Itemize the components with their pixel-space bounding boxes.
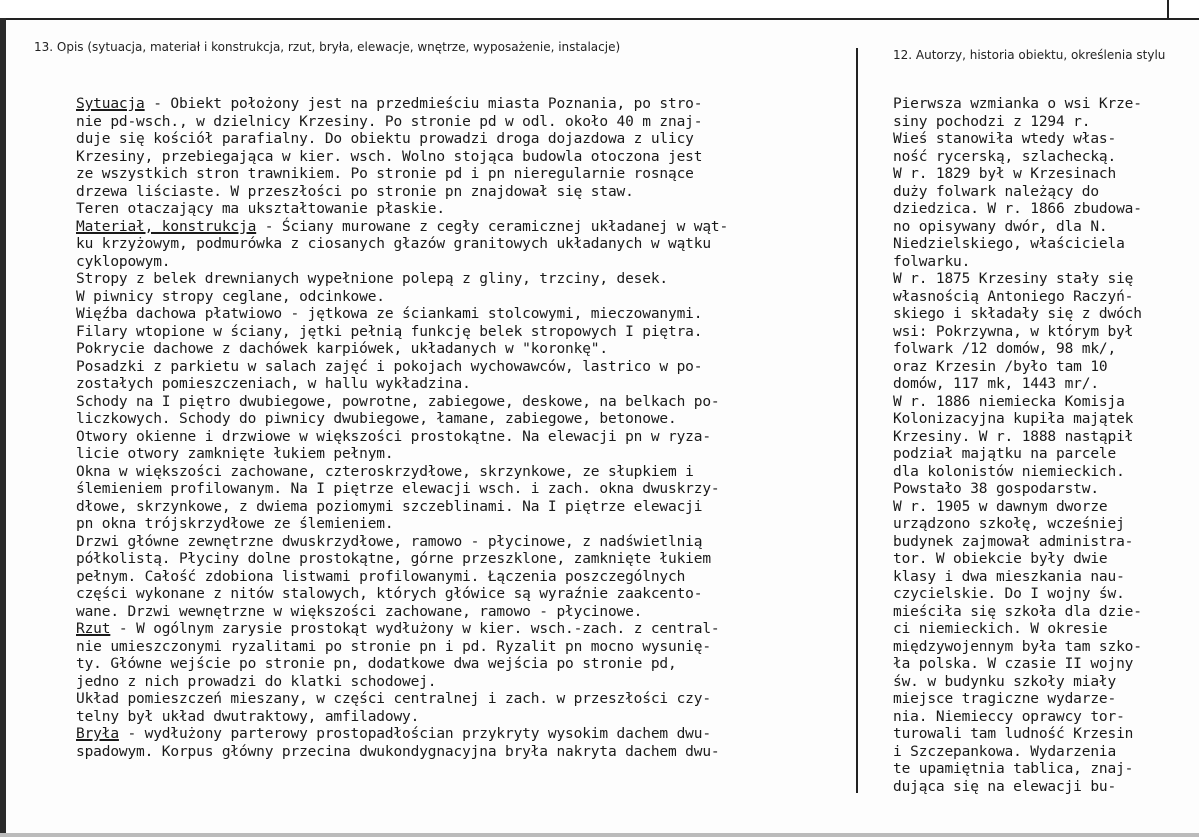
line-text: spadowym. Korpus główny przecina dwukondygnacyjna bryła nakryta dachem dwu- (76, 743, 720, 760)
history-line: no opisywany dwór, dla N. (893, 218, 1108, 235)
column-divider (856, 48, 858, 793)
history-line: folwarku. (893, 253, 971, 270)
description-line (76, 411, 846, 429)
line-text: liczkowych. Schody do piwnicy dwubiegowe, łamane, zabiegowe, betonowe. (76, 411, 677, 427)
history-line: nia. Niemieccy oprawcy tor- (893, 708, 1125, 725)
line-text: pn okna trójskrzydłowe ze ślemieniem. (76, 516, 394, 532)
history-line: ła polska. W czasie II wojny (893, 656, 1134, 672)
line-text: Drzwi główne zewnętrzne dwuskrzydłowe, ramowo - płycinowe, z nadświetlnią (76, 533, 703, 550)
line-text: drzewa liściaste. W przeszłości po stronie pn znajdował się staw. (76, 183, 634, 200)
line-text: - Obiekt położony jest na przedmieściu miasta Poznania, po stro- (144, 96, 703, 112)
description-line (76, 429, 846, 447)
history-column (893, 96, 1193, 796)
section-13-heading: 13. Opis (sytuacja, materiał i konstrukcja, rzut, bryła, elewacje, wnętrze, wyposażenie, instalacje) (34, 40, 621, 54)
top-border (0, 0, 1199, 20)
description-line (76, 569, 846, 587)
line-text: duje się kościół parafialny. Do obiektu prowadzi droga dojazdowa z ulicy (76, 131, 694, 147)
description-line (76, 656, 846, 674)
line-text: Układ pomieszczeń mieszany, w części centralnej i zach. w przeszłości czy- (76, 691, 711, 707)
left-edge (0, 18, 6, 837)
line-text: dłowe, skrzynkowe, z dwiema poziomymi szczeblinami. Na I piętrze elewacji (76, 498, 703, 515)
section-keyword: Materiał, konstrukcja (76, 218, 257, 235)
history-line: tor. W obiekcie były dwie (893, 551, 1108, 567)
history-line: własnością Antoniego Raczyń- (893, 288, 1134, 305)
description-line (76, 586, 846, 604)
history-line: budynek zajmował administra- (893, 533, 1134, 550)
line-text: Stropy z belek drewnianych wypełnione polepą z gliny, trzciny, desek. (76, 271, 669, 287)
description-line (76, 621, 846, 639)
history-line: folwark /12 domów, 98 mk/, (893, 341, 1117, 357)
description-line (76, 114, 846, 132)
history-line: mieściła się szkoła dla dzie- (893, 603, 1142, 620)
history-line: Niedzielskiego, właściciela (893, 236, 1125, 252)
description-line (76, 254, 846, 272)
description-line (76, 96, 846, 114)
description-line (76, 236, 846, 254)
description-line (76, 446, 846, 464)
line-text: - Ściany murowane z cegły ceramicznej układanej w wąt- (256, 218, 729, 235)
history-line: W r. 1886 niemiecka Komisja (893, 393, 1125, 410)
section-keyword: Sytuacja (76, 96, 145, 112)
corner-tab (1167, 0, 1199, 18)
line-text: jedno z nich prowadzi do klatki schodowej. (76, 673, 437, 690)
history-line: dująca się na elewacji bu- (893, 778, 1117, 795)
history-line: Kolonizacyjna kupiła majątek (893, 411, 1134, 427)
history-line: W r. 1829 był w Krzesinach (893, 166, 1117, 182)
line-text: części wykonane z nitów stalowych, których główice są wyraźnie zaakcento- (76, 586, 703, 602)
description-line (76, 481, 846, 499)
description-line (76, 674, 846, 692)
history-line: Powstało 38 gospodarstw. (893, 481, 1099, 497)
description-line (76, 534, 846, 552)
history-line: oraz Krzesin /było tam 10 (893, 358, 1108, 375)
history-line: domów, 117 mk, 1443 mr/. (893, 376, 1099, 392)
history-line: turowali tam ludność Krzesin (893, 726, 1134, 742)
history-line: czycielskie. Do I wojny św. (893, 586, 1125, 602)
history-line: dziedzica. W r. 1866 zbudowa- (893, 201, 1142, 217)
history-line: W r. 1875 Krzesiny stały się (893, 271, 1134, 287)
description-line (76, 726, 846, 744)
description-line (76, 166, 846, 184)
line-text: Posadzki z parkietu w salach zajęć i pokojach wychowawców, lastrico w po- (76, 358, 703, 375)
bottom-edge (0, 833, 1199, 837)
line-text: - W ogólnym zarysie prostokąt wydłużony w kier. wsch.-zach. z central- (110, 621, 720, 637)
line-text: nie pd-wsch., w dzielnicy Krzesiny. Po stronie pd w odl. około 40 m znaj- (76, 113, 703, 130)
line-text: telny był układ dwutraktowy, amfiladowy. (76, 708, 420, 725)
history-line: W r. 1905 w dawnym dworze (893, 498, 1108, 515)
description-line (76, 516, 846, 534)
line-text: Otwory okienne i drzwiowe w większości prostokątne. Na elewacji pn w ryza- (76, 428, 711, 445)
history-line: ci niemieckich. W okresie (893, 621, 1108, 637)
line-text: zostałych pomieszczeniach, w hallu wykładzina. (76, 376, 471, 392)
line-text: Filary wtopione w ściany, jętki pełnią funkcję belek stropowych I piętra. (76, 323, 703, 340)
history-line: podział majątku na parcele (893, 446, 1117, 462)
history-line: te upamiętnia tablica, znaj- (893, 761, 1134, 777)
description-line (76, 464, 846, 482)
description-line (76, 499, 846, 517)
description-line (76, 744, 846, 762)
description-line (76, 376, 846, 394)
history-line: dla kolonistów niemieckich. (893, 463, 1125, 480)
line-text: półkolistą. Płyciny dolne prostokątne, górne przeszklone, zamknięte łukiem (76, 551, 711, 567)
history-line: urządzono szkołę, wcześniej (893, 516, 1125, 532)
line-text: ze wszystkich stron trawnikiem. Po stronie pd i pn nieregularnie rosnące (76, 166, 694, 182)
line-text: Pokrycie dachowe z dachówek karpiówek, układanych w "koronkę". (76, 341, 608, 357)
history-line: międzywojennym była tam szko- (893, 638, 1142, 655)
description-line (76, 551, 846, 569)
description-line (76, 691, 846, 709)
section-keyword: Bryła (76, 726, 119, 742)
description-line (76, 604, 846, 622)
history-line: Krzesiny. W r. 1888 nastąpił (893, 428, 1134, 445)
line-text: wane. Drzwi wewnętrzne w większości zachowane, ramowo - płycinowe. (76, 603, 643, 620)
history-line: i Szczepankowa. Wydarzenia (893, 743, 1117, 760)
history-line: siny pochodzi z 1294 r. (893, 113, 1091, 130)
line-text: nie umieszczonymi ryzalitami po stronie pn i pd. Ryzalit pn mocno wysunię- (76, 638, 711, 655)
description-line (76, 131, 846, 149)
description-line (76, 709, 846, 727)
section-12-heading: 12. Autorzy, historia obiektu, określenia stylu (893, 48, 1166, 62)
description-line (76, 184, 846, 202)
section-keyword: Rzut (76, 621, 111, 637)
line-text: pełnym. Całość zdobiona listwami profilowanymi. Łączenia poszczególnych (76, 568, 686, 585)
description-column (76, 96, 846, 761)
line-text: Okna w większości zachowane, czteroskrzydłowe, skrzynkowe, ze słupkiem i (76, 463, 694, 480)
description-line (76, 341, 846, 359)
history-line: Pierwsza wzmianka o wsi Krze- (893, 96, 1142, 112)
description-line (76, 324, 846, 342)
line-text: W piwnicy stropy ceglane, odcinkowe. (76, 288, 385, 305)
line-text: Schody na I piętro dwubiegowe, powrotne, zabiegowe, deskowe, na belkach po- (76, 393, 720, 410)
history-line: miejsce tragiczne wydarze- (893, 691, 1117, 707)
description-line (76, 219, 846, 237)
description-line (76, 306, 846, 324)
line-text: ty. Główne wejście po stronie pn, dodatkowe dwa wejścia po stronie pd, (76, 656, 677, 672)
description-line (76, 394, 846, 412)
history-line: wsi: Pokrzywna, w którym był (893, 323, 1134, 340)
description-line (76, 639, 846, 657)
line-text: licie otwory zamknięte łukiem pełnym. (76, 446, 394, 462)
history-line: klasy i dwa mieszkania nau- (893, 568, 1125, 585)
line-text: cyklopowym. (76, 253, 171, 270)
history-line: ność rycerską, szlachecką. (893, 148, 1117, 165)
history-line: Wieś stanowiła wtedy włas- (893, 131, 1117, 147)
description-line (76, 149, 846, 167)
line-text: ku krzyżowym, podmurówka z ciosanych głazów granitowych układanych w wątku (76, 236, 711, 252)
line-text: Teren otaczający ma ukształtowanie płaskie. (76, 201, 445, 217)
description-line (76, 359, 846, 377)
description-line (76, 289, 846, 307)
line-text: ślemieniem profilowanym. Na I piętrze elewacji wsch. i zach. okna dwuskrzy- (76, 481, 720, 497)
line-text: - wydłużony parterowy prostopadłościan przykryty wysokim dachem dwu- (118, 726, 711, 742)
history-line: skiego i składały się z dwóch (893, 306, 1142, 322)
history-line: duży folwark należący do (893, 183, 1099, 200)
description-line (76, 271, 846, 289)
description-line (76, 201, 846, 219)
history-line: św. w budynku szkoły miały (893, 673, 1117, 690)
line-text: Więźba dachowa płatwiowo - jętkowa ze ściankami stolcowymi, mieczowanymi. (76, 306, 703, 322)
line-text: Krzesiny, przebiegająca w kier. wsch. Wolno stojąca budowla otoczona jest (76, 148, 703, 165)
